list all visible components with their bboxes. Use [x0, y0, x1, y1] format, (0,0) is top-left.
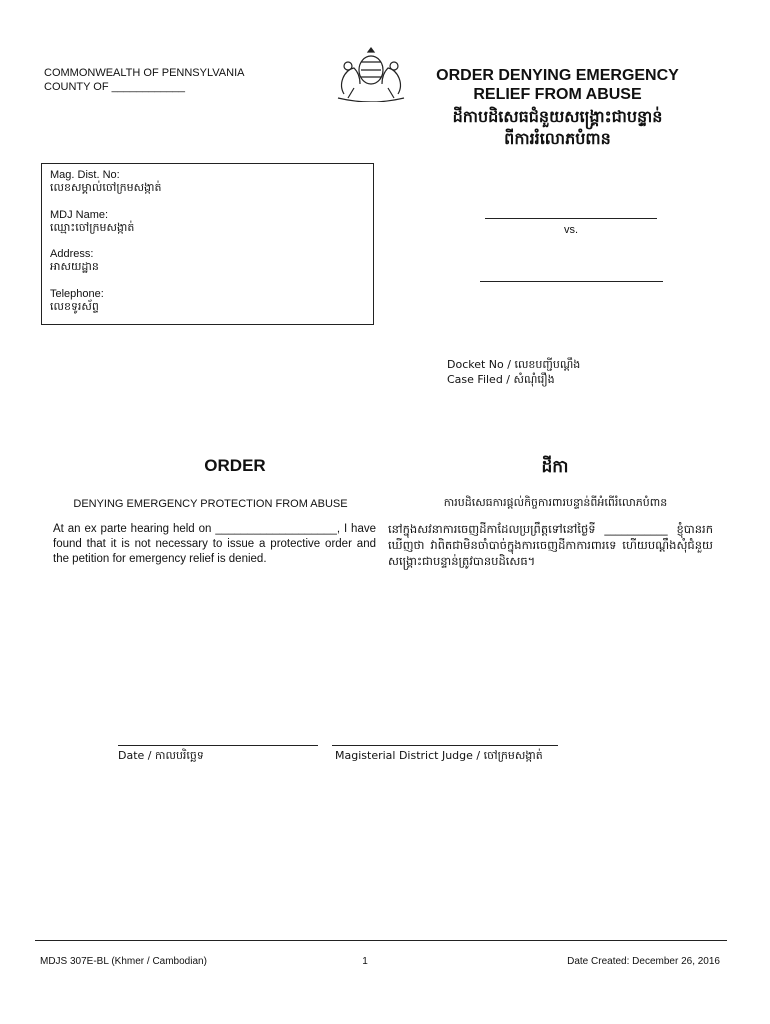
order-body-km: នៅក្នុងសវនាការចេញដីកាដែលប្រព្រឹត្តទៅនៅថ្ងៃទី ___________ ខ្ញុំបានរកឃើញថា វាពិតជាមិនចាំបាច់ក្នុងការចេញដីកាការពារទេ ហើយបណ្តឹងសុំជំនួយសង្គ្រោះជាបន្ទាន់ត្រូវបានបដិសេធ។ — [388, 522, 713, 568]
pennsylvania-seal-icon — [330, 44, 412, 102]
date-created: Date Created: December 26, 2016 — [567, 956, 720, 967]
telephone-km: លេខទូរស័ព្ទ — [50, 300, 99, 313]
order-body-en: At an ex parte hearing held on ___________________, I have found that it is not necessary to issue a protective order and the petition for emergency relief is denied. — [53, 523, 376, 565]
court-info-box — [41, 163, 374, 325]
mdj-name-km: ឈ្មោះចៅក្រមសង្កាត់ — [50, 221, 135, 234]
judge-signature-line[interactable] — [332, 745, 558, 746]
date-signature-line[interactable] — [118, 745, 318, 746]
title-en-line1: ORDER DENYING EMERGENCY — [436, 67, 679, 84]
docket-no-label: Docket No / លេខបញ្ជីបណ្តឹង — [447, 358, 581, 371]
form-id: MDJS 307E-BL (Khmer / Cambodian) — [40, 956, 207, 967]
commonwealth-label: COMMONWEALTH OF PENNSYLVANIA — [44, 67, 245, 79]
date-label: Date / កាលបរិច្ឆេទ — [118, 749, 204, 762]
county-label: COUNTY OF ____________ — [44, 81, 186, 93]
judge-label: Magisterial District Judge / ចៅក្រមសង្កាត់ — [335, 749, 543, 762]
mag-dist-km: លេខសម្គាល់ចៅក្រមសង្កាត់ — [50, 181, 162, 194]
address-label: Address: — [50, 248, 94, 260]
title-km-line1: ដីកាបដិសេធជំនួយសង្គ្រោះជាបន្ទាន់ — [452, 107, 663, 126]
order-subheading-en: DENYING EMERGENCY PROTECTION FROM ABUSE — [73, 498, 348, 510]
title-km-line2: ពីការរំលោភបំពាន — [504, 129, 611, 148]
plaintiff-line[interactable] — [485, 218, 657, 219]
order-heading-km: ដីកា — [541, 457, 569, 477]
address-km: អាសយដ្ឋាន — [50, 260, 99, 273]
mag-dist-label: Mag. Dist. No: — [50, 169, 120, 181]
defendant-line[interactable] — [480, 281, 663, 282]
mdj-name-label: MDJ Name: — [50, 209, 109, 221]
order-heading-en: ORDER — [204, 456, 266, 475]
footer-rule — [35, 940, 727, 941]
page-number: 1 — [362, 956, 368, 967]
vs-label: vs. — [563, 224, 579, 236]
title-en-line2: RELIEF FROM ABUSE — [473, 86, 642, 103]
case-filed-label: Case Filed / សំណុំរឿង — [447, 373, 555, 386]
telephone-label: Telephone: — [50, 288, 104, 300]
order-subheading-km: ការបដិសេធការផ្តល់កិច្ចការពារបន្ទាន់ពីអំពើរំលោភបំពាន — [443, 496, 668, 509]
